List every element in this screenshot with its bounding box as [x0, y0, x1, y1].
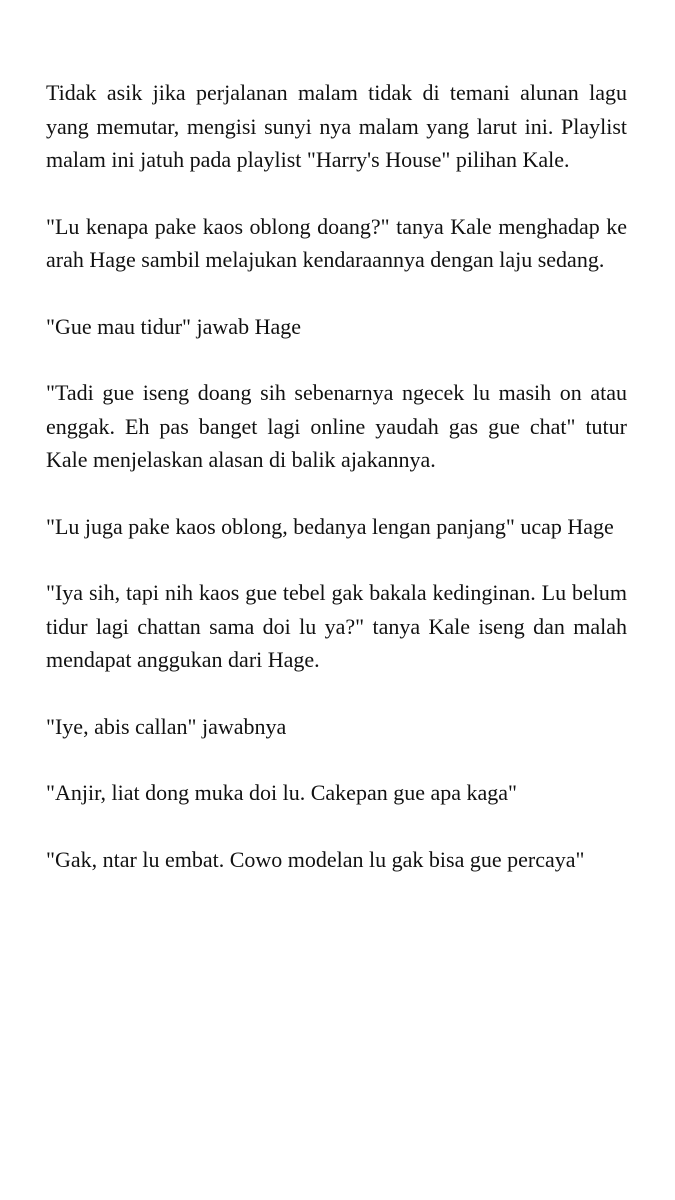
- paragraph-5: "Lu juga pake kaos oblong, bedanya lengan panjang" ucap Hage: [46, 513, 614, 539]
- story-text: [46, 76, 627, 909]
- paragraph-6: "Iya sih, tapi nih kaos gue tebel gak bakala kedinginan. Lu belum tidur lagi chattan sama doi lu ya?" tanya Kale iseng dan malah mendapat anggukan dari Hage.: [46, 580, 627, 672]
- paragraph-3: "Gue mau tidur" jawab Hage: [46, 313, 301, 339]
- paragraph-7: "Iye, abis callan" jawabnya: [46, 713, 287, 739]
- paragraph-8: "Anjir, liat dong muka doi lu. Cakepan gue apa kaga": [46, 780, 518, 805]
- paragraph-1: Tidak asik jika perjalanan malam tidak di temani alunan lagu yang memutar, mengisi sunyi nya malam yang larut ini. Playlist malam ini jatuh pada playlist "Harry's House" pilihan Kale.: [46, 80, 627, 172]
- paragraph-2: "Lu kenapa pake kaos oblong doang?" tanya Kale menghadap ke arah Hage sambil melajukan kendaraannya dengan laju sedang.: [46, 213, 627, 272]
- paragraph-9: "Gak, ntar lu embat. Cowo modelan lu gak bisa gue percaya": [46, 846, 585, 872]
- paragraph-4: "Tadi gue iseng doang sih sebenarnya ngecek lu masih on atau enggak. Eh pas banget lagi online yaudah gas gue chat" tutur Kale menjelaskan alasan di balik ajakannya.: [46, 380, 627, 472]
